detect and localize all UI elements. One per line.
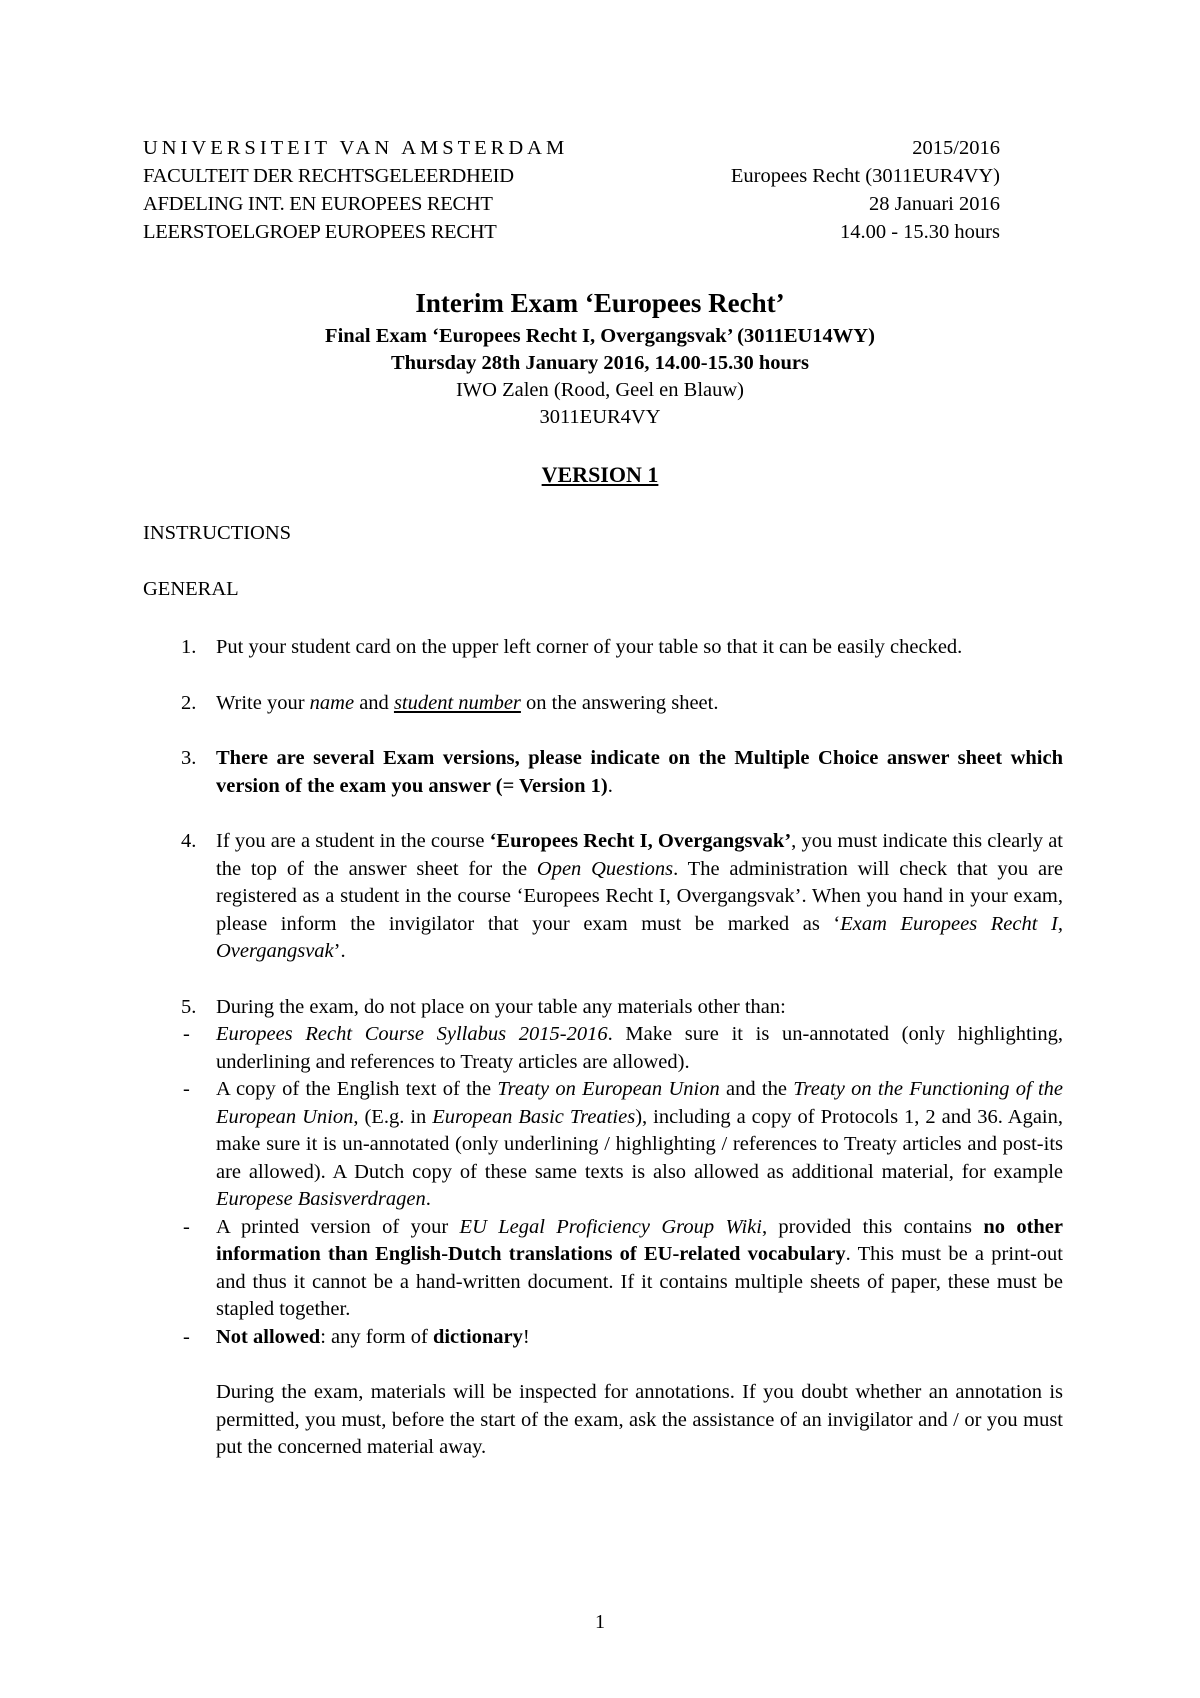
item-text: ), including a copy of Protocols 1, 2 and 36. Again, make sure it is un-annotated (only underlining / highlighting / references to Treaty articles and post-its are allowed). A Dutch copy of these same texts is also allowed as additional material, for example [216, 1105, 1063, 1183]
item-text: . This must be a print-out and thus it cannot be a hand-written document. If it contains multiple sheets of paper, these must be stapled together. [216, 1243, 1063, 1320]
department-name: AFDELING INT. EN EUROPEES RECHT [143, 193, 493, 215]
item-number: 4. [181, 830, 197, 852]
item-number: 3. [181, 747, 197, 769]
materials-item [143, 1076, 1063, 1214]
dash-bullet: - [183, 1325, 190, 1348]
list-item [143, 828, 1063, 966]
exam-time: 14.00 - 15.30 hours [839, 221, 1000, 243]
dash-bullet: - [183, 1215, 190, 1238]
course-code: Europees Recht (3011EUR4VY) [730, 165, 1000, 187]
teu-title: Treaty on European Union [497, 1078, 720, 1100]
list-item [143, 634, 1063, 662]
final-exam-subtitle: Final Exam ‘Europees Recht I, Overgangsvak’ (3011EU14WY) [325, 325, 875, 347]
chair-group-name: LEERSTOELGROEP EUROPEES RECHT [143, 221, 497, 243]
item-number: 2. [181, 691, 197, 714]
instructions-heading: INSTRUCTIONS [143, 522, 292, 544]
faculty-name: FACULTEIT DER RECHTSGELEERDHEID [143, 165, 514, 187]
item-text: : any form of [320, 1325, 433, 1348]
exam-datetime: Thursday 28th January 2016, 14.00-15.30 hours [390, 352, 810, 374]
student-number-term: student number [393, 691, 521, 714]
item-text: , (E.g. in [353, 1105, 433, 1128]
header-block [143, 134, 1000, 246]
list-item [143, 745, 1063, 800]
instruction-list [143, 634, 1063, 1462]
item-text: and the [719, 1078, 794, 1100]
open-questions-term: Open Questions [536, 857, 674, 880]
dash-bullet: - [183, 1023, 190, 1045]
exam-title: Interim Exam ‘Europees Recht’ [415, 288, 785, 318]
exam-code: 3011EUR4VY [539, 406, 661, 428]
header-row [143, 162, 1000, 190]
item-text: ! [522, 1325, 530, 1348]
item-text: A printed version of your [216, 1215, 460, 1238]
item-text: . Make sure it is un-annotated (only highlighting, underlining and references to Treaty articles are allowed). [216, 1023, 1063, 1073]
syllabus-title: Europees Recht Course Syllabus 2015-2016 [216, 1023, 608, 1045]
exam-location: IWO Zalen (Rood, Geel en Blauw) [455, 379, 745, 401]
item-text: A copy of the English text of the [216, 1078, 498, 1100]
tfeu-title: Treaty on the Functioning of the European Union [216, 1078, 1063, 1128]
materials-item [143, 1021, 1063, 1076]
page-number: 1 [595, 1611, 605, 1633]
item-text: Write your [216, 691, 310, 714]
dash-bullet: - [183, 1078, 190, 1100]
item-text: If you are a student in the course [216, 830, 490, 852]
item-text: , you must indicate this clearly at the top of the answer sheet for the [216, 830, 1063, 880]
item-text: ’. [333, 940, 346, 962]
not-allowed-label: Not allowed [216, 1325, 321, 1348]
materials-item [143, 1324, 1063, 1352]
exam-marking-term: Exam Europees Recht I, Overgangsvak [216, 912, 1063, 962]
item-text: and [354, 691, 394, 714]
general-heading: GENERAL [143, 578, 239, 600]
list-item [143, 994, 1063, 1022]
university-name: UNIVERSITEIT VAN AMSTERDAM [143, 137, 569, 159]
basic-treaties-title: European Basic Treaties [432, 1105, 636, 1128]
closing-paragraph [143, 1379, 1063, 1462]
materials-item [143, 1214, 1063, 1324]
wiki-title: EU Legal Proficiency Group Wiki [459, 1215, 762, 1238]
version-heading: VERSION 1 [541, 462, 659, 487]
academic-year: 2015/2016 [912, 137, 1000, 159]
item-number: 5. [181, 995, 197, 1018]
header-row [143, 190, 1000, 218]
item-text: During the exam, do not place on your table any materials other than: [216, 995, 786, 1018]
item-text: . [607, 774, 613, 797]
item-text: . The administration will check that you are registered as a student in the course ‘Europees Recht I, Overgangsvak’. When you hand in your exam, please inform the invigilator that your exam must be marked as ‘ [216, 857, 1063, 935]
item-number: 1. [181, 636, 197, 658]
item-text: Put your student card on the upper left corner of your table so that it can be easily checked. [216, 636, 963, 658]
header-row [143, 134, 1000, 162]
dutch-treaties-title: Europese Basisverdragen [216, 1188, 426, 1210]
exam-date: 28 Januari 2016 [869, 193, 1000, 215]
course-name: ‘Europees Recht I, Overgangsvak’ [489, 830, 792, 852]
version-instruction: There are several Exam versions, please indicate on the Multiple Choice answer sheet which version of the exam you answer (= Version 1) [216, 747, 1063, 797]
list-item [143, 690, 1063, 718]
wiki-restriction: no other information than English-Dutch translations of EU-related vocabulary [216, 1215, 1063, 1265]
header-row [143, 218, 1000, 246]
item-text: on the answering sheet. [520, 691, 719, 714]
item-text: . [425, 1188, 431, 1210]
item-text: , provided this contains [761, 1215, 984, 1238]
item-text: During the exam, materials will be inspected for annotations. If you doubt whether an annotation is permitted, you must, before the start of the exam, ask the assistance of an invigilator and / or you must put the concerned material away. [216, 1381, 1063, 1458]
dictionary-term: dictionary [432, 1325, 523, 1348]
name-term: name [309, 691, 355, 714]
